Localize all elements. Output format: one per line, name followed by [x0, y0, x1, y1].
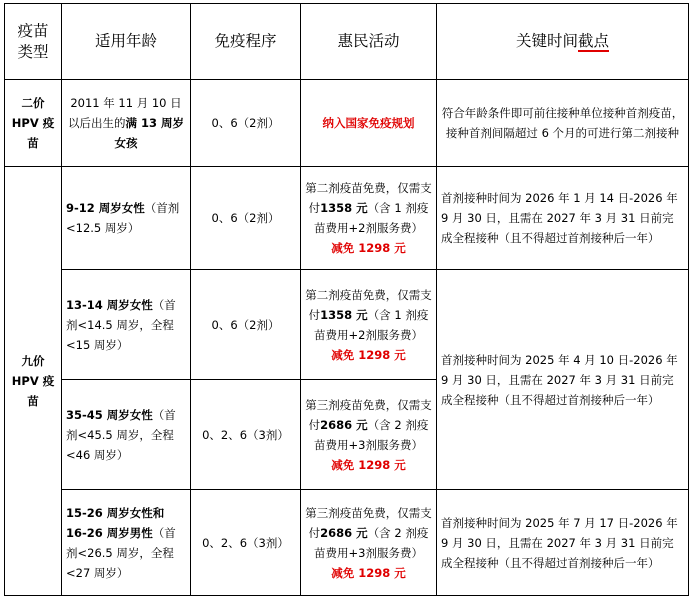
- schedule-cell: 0、6（2剂）: [191, 270, 301, 380]
- hpv-vaccine-table: [4, 3, 689, 596]
- benefit-cell: 纳入国家免疫规划: [301, 80, 437, 167]
- deadline-cell: 首剂接种时间为 2025 年 7 月 17 日-2026 年 9 月 30 日，且需在 2027 年 3 月 31 日前完成全程接种（且不得超过首剂接种后一年）: [437, 490, 689, 596]
- header-schedule: 免疫程序: [191, 4, 301, 80]
- schedule-cell: 0、6（2剂）: [191, 80, 301, 167]
- vaccine-type-bivalent: 二价 HPV 疫苗: [5, 80, 62, 167]
- benefit-cell: 第三剂疫苗免费，仅需支付2686 元（含 2 剂疫苗费用+3剂服务费） 减免 1298 元: [301, 380, 437, 490]
- schedule-cell: 0、2、6（3剂）: [191, 380, 301, 490]
- benefit-cell: 第二剂疫苗免费，仅需支付1358 元（含 1 剂疫苗费用+2剂服务费） 减免 1298 元: [301, 167, 437, 270]
- age-cell: 35-45 周岁女性（首剂<45.5 周岁，全程<46 周岁）: [62, 380, 191, 490]
- header-row: [5, 4, 689, 80]
- schedule-cell: 0、6（2剂）: [191, 167, 301, 270]
- table-row-nonavalent-9-12: [5, 167, 689, 270]
- header-benefit: 惠民活动: [301, 4, 437, 80]
- benefit-cell: 第二剂疫苗免费，仅需支付1358 元（含 1 剂疫苗费用+2剂服务费） 减免 1298 元: [301, 270, 437, 380]
- age-cell: 9-12 周岁女性（首剂<12.5 周岁）: [62, 167, 191, 270]
- deadline-cell: 符合年龄条件即可前往接种单位接种首剂疫苗，接种首剂间隔超过 6 个月的可进行第二剂接种: [437, 80, 689, 167]
- header-age: 适用年龄: [62, 4, 191, 80]
- table-row-nonavalent-15-26: [5, 490, 689, 596]
- header-deadline: 关键时间截点: [437, 4, 689, 80]
- age-cell: 13-14 周岁女性（首剂<14.5 周岁，全程<15 周岁）: [62, 270, 191, 380]
- deadline-cell: 首剂接种时间为 2026 年 1 月 14 日-2026 年 9 月 30 日，且需在 2027 年 3 月 31 日前完成全程接种（且不得超过首剂接种后一年）: [437, 167, 689, 270]
- age-cell: 15-26 周岁女性和 16-26 周岁男性（首剂<26.5 周岁，全程<27 周岁）: [62, 490, 191, 596]
- table-row-nonavalent-13-14: [5, 270, 689, 380]
- age-cell: 2011 年 11 月 10 日以后出生的满 13 周岁女孩: [62, 80, 191, 167]
- benefit-cell: 第三剂疫苗免费，仅需支付2686 元（含 2 剂疫苗费用+3剂服务费） 减免 1298 元: [301, 490, 437, 596]
- header-vaccine-type: 疫苗 类型: [5, 4, 62, 80]
- table-row-bivalent: [5, 80, 689, 167]
- vaccine-type-nonavalent: 九价 HPV 疫苗: [5, 167, 62, 596]
- schedule-cell: 0、2、6（3剂）: [191, 490, 301, 596]
- deadline-cell: 首剂接种时间为 2025 年 4 月 10 日-2026 年 9 月 30 日，且需在 2027 年 3 月 31 日前完成全程接种（且不得超过首剂接种后一年）: [437, 270, 689, 490]
